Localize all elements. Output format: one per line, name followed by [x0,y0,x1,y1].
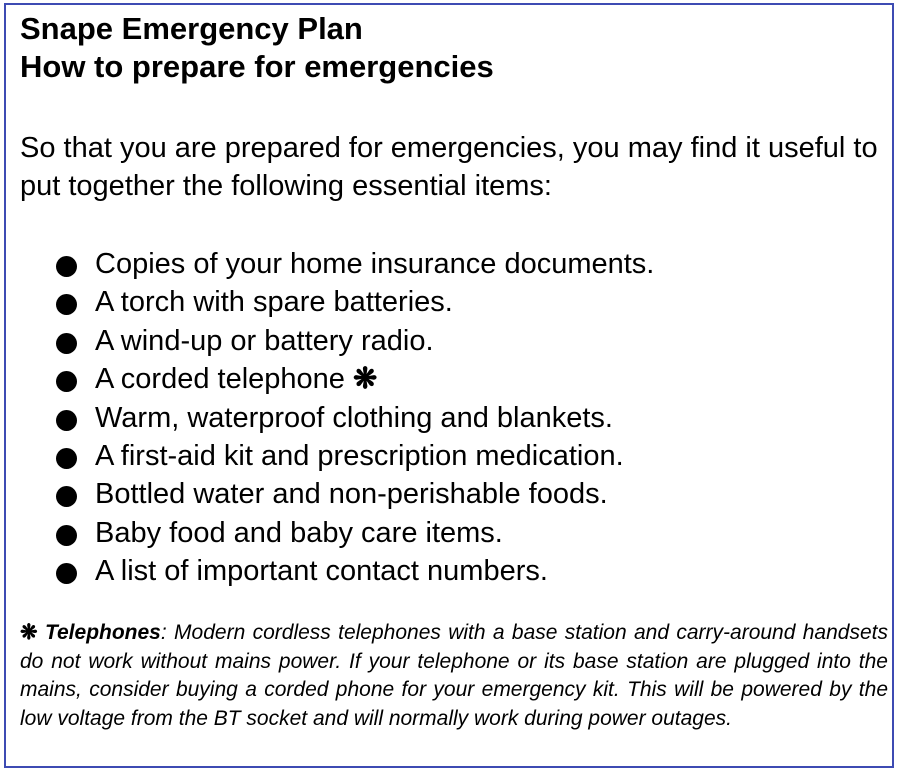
bullet-icon [56,486,77,507]
bullet-icon [56,563,77,584]
asterisk-icon: ❋ [353,363,378,396]
bullet-icon [56,525,77,546]
bullet-icon [56,371,77,392]
page-subtitle: How to prepare for emergencies [20,49,494,84]
note-label: Telephones [44,621,161,644]
note-text: : Modern cordless telephones with a base station and carry-around handsets do not work without mains power. If your telephone or its base station are plugged into the mains, consider buying a corded phone for your emergency kit. This will be powered by the low voltage from the BT socket and will normally work during power outages. [20,621,888,730]
list-item-text: A torch with spare batteries. [95,286,453,319]
list-item-text: Bottled water and non-perishable foods. [95,478,608,511]
intro-paragraph: So that you are prepared for emergencies, you may find it useful to put together the following essential items: [20,132,878,202]
list-item-text: A corded telephone ❋ [95,363,378,396]
list-item-text: A wind-up or battery radio. [95,324,434,357]
list-item-text: Baby food and baby care items. [95,516,503,549]
list-item-text: A first-aid kit and prescription medication. [95,439,624,472]
page-title: Snape Emergency Plan [20,11,363,46]
list-item-text: Copies of your home insurance documents. [95,248,655,280]
list-item-text: A list of important contact numbers. [95,555,548,588]
telephones-note [20,619,888,733]
bullet-icon [56,410,77,431]
bullet-icon [56,333,77,354]
list-item-text: Warm, waterproof clothing and blankets. [95,401,613,434]
bullet-icon [56,448,77,469]
asterisk-icon: ❋ [20,621,38,644]
document-frame [4,3,894,768]
bullet-icon [56,256,77,277]
bullet-icon [56,294,77,315]
